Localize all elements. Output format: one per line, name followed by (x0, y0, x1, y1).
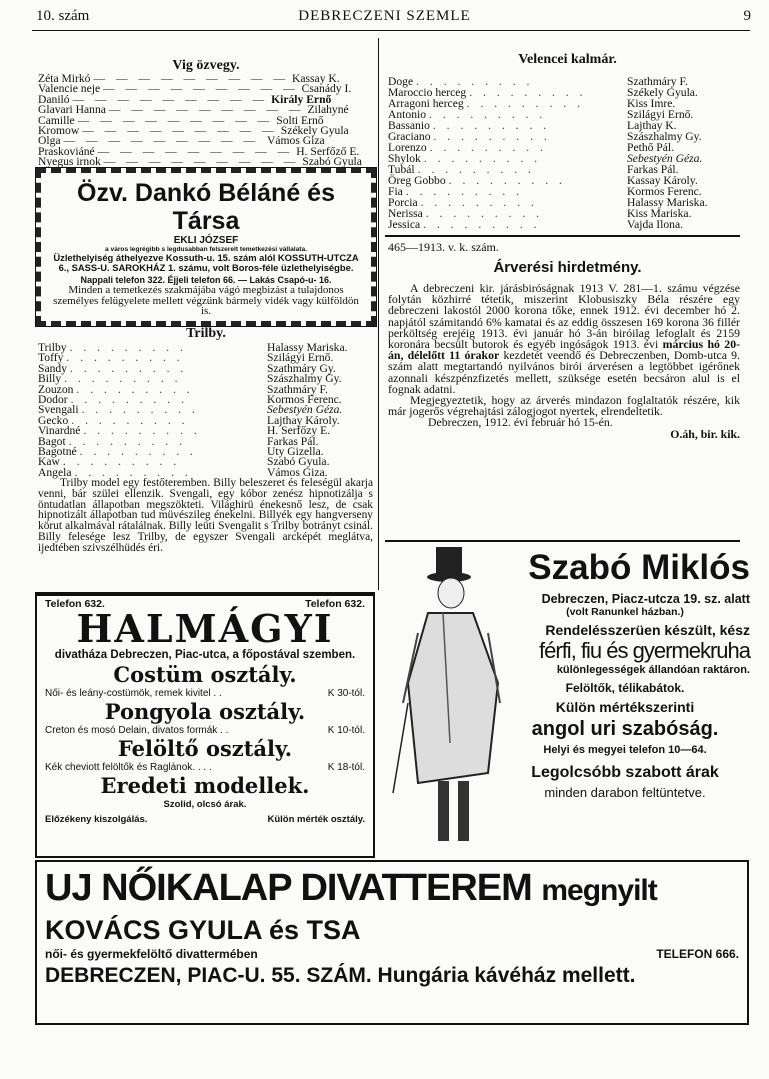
actor-name: H. Serfőző E. (296, 144, 360, 158)
auction-date-time: március hó 20-án, délelőtt 11 órakor (388, 337, 741, 363)
actor-name: Szabó Gyula. (267, 455, 330, 469)
leader-dots: . . . . . . . . . (79, 445, 197, 459)
actor-name: Vajda Ilona. (627, 218, 684, 231)
halmagyi-prices: Szolid, olcsó árak. (163, 799, 247, 810)
trilby-synopsis: Trilby model egy festőteremben. Billy beleszeret és feleségül akarja venni, bár szülei ellenzik. Svengali, egy kóbor zenész hipnotizálja s öntudatlan állapotban megszökteti. Világhirü énekesnő lesz, de csak hipnotizált állapotban tud müvészileg énekelni. Billyék egy hangverseny körut alkalmával rátalálnak. Billy leüti Svengalit s Trilby botrányt csinál. Billy felesége lesz Trilby, de egyszer Svengali arcképét meglátva, ijedtében szivszélhüdés éri. (38, 477, 373, 554)
kovacs-name: KOVÁCS GYULA és TSA (45, 915, 361, 945)
szabo-line2: férfi, fiu és gyermekruha (539, 638, 750, 663)
halmagyi-address: divatháza Debreczen, Piac-utca, a főpostával szemben. (54, 649, 356, 661)
vig-ozvegy-cast (38, 74, 373, 168)
role-name: Vinardné (38, 424, 81, 438)
role-name: Trilby (38, 341, 67, 354)
halmagyi-name: HALMÁGYI (76, 606, 334, 651)
vig-ozvegy-title: Vig özvegy. (172, 58, 240, 73)
leader-dots: . . . . . . . . . (64, 372, 182, 386)
actor-name: Sebestyén Géza. (267, 403, 343, 417)
leader-dots: . . . . . . . . . (416, 75, 534, 88)
leader-dots: — — — — — — — — — (103, 82, 299, 96)
actor-name: Kassay Károly. (627, 174, 698, 187)
leader-dots: . . . . . . . . . (423, 152, 542, 165)
actor-name: Kiss Imre. (627, 97, 676, 110)
danko-tagline: a város legrégibb s legdusabban felszerelt temetkezési vállalata. (105, 246, 307, 253)
szabo-line3: különlegességek állandóan raktáron. (556, 664, 750, 676)
halmagyi-section (45, 736, 365, 773)
role-name: Bagot (38, 434, 66, 448)
leader-dots: . . . . . . . . . (66, 351, 184, 365)
section-title: Pongyola osztály. (104, 699, 306, 724)
actor-name: Uty Gizella. (267, 445, 324, 459)
role-name: Nyegus irnok (38, 155, 101, 169)
role-name: Öreg Gobbo (388, 174, 446, 187)
danko-address: Üzlethelyiség áthelyezve Kossuth-u. 15. szám alól KOSSUTH-UTCZA 6., SASS-U. SAROKHÁZ 1. számu, volt Boros-féle üzlethelyiségbe. (53, 252, 359, 273)
szabo-ad (500, 548, 750, 800)
actor-name: Farkas Pál. (627, 163, 679, 176)
halmagyi-section (45, 662, 365, 699)
actor-name: Kormos Ferenc. (267, 393, 342, 407)
actor-name: Pethő Pál. (627, 141, 675, 154)
role-name: Porcia (388, 196, 418, 209)
szabo-line4: Felöltők, télikabátok. (565, 681, 685, 695)
actor-name: Zilahyné (307, 103, 349, 117)
section-price: K 30-tól. (327, 688, 365, 699)
actor-name: Szászhalmy Gy. (627, 130, 702, 143)
danko-ad (36, 168, 376, 326)
section-price: K 10-tól. (327, 725, 365, 736)
auction-body (388, 283, 740, 440)
role-name: Billy (38, 372, 62, 386)
auction-p2: Megjegyeztetik, hogy az árverés mindazon foglaltatók részére, kik már jogerős végrehajtási zálogjogot nyertek, elrendeltetik. (388, 393, 740, 419)
role-name: Olga (38, 134, 61, 148)
leader-dots: — — — — — — — — — (97, 144, 294, 158)
szabo-line6: angol uri szabóság. (531, 718, 719, 740)
actor-name: Kiss Mariska. (627, 207, 692, 220)
auction-p1a: A debreczeni kir. járásbiróságnak 1913 V. 281—1. számu végzése folytán közhirré tétetik, miszerint Klobusiszky Béla részére egy debreczeni lakostól 2000 korona tőke, ennek 1912. évi december hó 2. napjától számitandó 6% kamatai és az eddig összesen 169 korona 36 fillér perköltség erejéig 1913. évi január hó 3-án biróilag lefoglalt és 2159 koronára becsült butorok és egyéb ingóságok 1913. évi (388, 281, 740, 352)
leader-dots: . . . . . . . . . (420, 196, 538, 209)
section-title: Costüm osztály. (113, 662, 297, 687)
page-number: 9 (743, 8, 751, 24)
leader-dots: — — — — — — — — — (82, 124, 278, 138)
velencei-cast (388, 76, 733, 230)
actor-name: Vámos Giza (267, 134, 325, 148)
role-name: Shylok (388, 152, 421, 165)
auction-date: Debreczen, 1912. évi február hó 15-én. (428, 415, 613, 430)
leader-dots: . . . . . . . . . (448, 174, 566, 187)
leader-dots: . . . . . . . . . (74, 465, 192, 479)
role-name: Lorenzo (388, 141, 427, 154)
section-title: Felöltő osztály. (117, 736, 293, 761)
role-name: Bassanio (388, 119, 430, 132)
section-rule (385, 235, 740, 237)
role-name: Praskoviáné (38, 144, 95, 158)
auction-signature: O.áh, bir. kik. (670, 426, 740, 441)
actor-name: H. Serfőzy E. (267, 424, 331, 438)
section-item: Kék cheviott felöltők és Raglánok. . . . (45, 762, 212, 773)
auction-reference: 465—1913. v. k. szám. (388, 240, 499, 254)
leader-dots: . . . . . . . . . (62, 455, 181, 469)
role-name: Svengali (38, 403, 79, 417)
leader-dots: . . . . . . . . . (70, 393, 188, 407)
role-name: Antonio (388, 108, 427, 121)
leader-dots: — — — — — — — — — (103, 155, 300, 169)
actor-name: Sebestyén Géza. (627, 152, 703, 165)
danko-name: Özv. Dankó Béláné és Társa (77, 179, 335, 235)
role-name: Kromow (38, 124, 80, 138)
actor-name: Csanády I. (301, 82, 352, 96)
szabo-line5: Külön mértékszerinti (555, 699, 695, 715)
actor-name: Székely Gyula (280, 124, 349, 138)
role-name: Zouzon (38, 382, 74, 396)
leader-dots: . . . . . . . . . (69, 361, 188, 375)
halmagyi-custom: Külön mérték osztály. (267, 814, 365, 825)
role-name: Fia (388, 185, 403, 198)
leader-dots: . . . . . . . . . (71, 413, 189, 427)
cast-row (388, 219, 733, 230)
actor-name: Halassy Mariska. (627, 196, 708, 209)
actor-name: Szathmáry F. (627, 75, 688, 88)
role-name: Sandy (38, 361, 67, 375)
leader-dots: . . . . . . . . . (429, 108, 547, 121)
szabo-former: (volt Ranunkel házban.) (566, 606, 684, 618)
header-rule (32, 30, 750, 31)
role-name: Tubál (388, 163, 415, 176)
role-name: Angela (38, 465, 72, 479)
actor-name: Lajthay K. (627, 119, 677, 132)
actor-name: Szászhalmy Gy. (267, 372, 342, 386)
role-name: Valencie neje (38, 82, 101, 96)
leader-dots: . . . . . . . . . (469, 86, 587, 99)
leader-dots: . . . . . . . . . (81, 403, 199, 417)
szabo-line8: minden darabon feltüntetve. (544, 785, 706, 800)
actor-name: Szathmáry Gy. (267, 361, 336, 375)
danko-phones: Nappali telefon 322. Éjjeli telefon 66. — Lakás Csapó-u- 16. (80, 275, 332, 285)
szabo-name: Szabó Miklós (528, 548, 750, 587)
trilby-title: Trilby. (186, 326, 226, 341)
actor-name: Király Ernő (271, 92, 332, 106)
leader-dots: . . . . . . . . . (425, 207, 544, 220)
leader-dots: — — — — — — — — — (77, 113, 274, 127)
leader-dots: . . . . . . . . . (433, 130, 551, 143)
leader-dots: . . . . . . . . . (432, 119, 551, 132)
leader-dots: . . . . . . . . . (69, 341, 187, 354)
actor-name: Kormos Ferenc. (627, 185, 702, 198)
leader-dots: . . . . . . . . . (83, 424, 201, 438)
actor-name: Szabó Gyula (302, 155, 362, 169)
role-name: Daniló (38, 92, 70, 106)
role-name: Camille (38, 113, 75, 127)
halmagyi-models: Eredeti modellek. (100, 773, 310, 798)
role-name: Toffy (38, 351, 64, 365)
leader-dots: — — — — — — — — — (93, 72, 290, 85)
actor-name: Lajthay Károly. (267, 413, 340, 427)
actor-name: Szathmáry F. (267, 382, 328, 396)
kovacs-address: DEBRECZEN, PIAC-U. 55. SZÁM. Hungária kávéház mellett. (45, 964, 636, 987)
auction-title: Árverési hirdetmény. (493, 259, 642, 276)
szabo-line1: Rendelésszerüen készült, kész (545, 622, 750, 638)
kovacs-headline: UJ NŐIKALAP DIVATTEREM (45, 867, 532, 909)
halmagyi-phone-left: Telefon 632. (45, 598, 105, 610)
leader-dots: . . . . . . . . . (429, 141, 547, 154)
gentleman-illustration (388, 543, 510, 855)
halmagyi-section (45, 699, 365, 736)
leader-dots: . . . . . . . . . (466, 97, 584, 110)
halmagyi-phone-right: Telefon 632. (305, 598, 365, 610)
kovacs-ad (35, 860, 749, 1025)
szabo-address: Debreczen, Piacz-utcza 19. sz. alatt (541, 592, 750, 606)
actor-name: Farkas Pál. (267, 434, 319, 448)
actor-name: Kassay K. (292, 72, 340, 85)
actor-name: Vámos Giza. (267, 465, 328, 479)
section-item: Creton és mosó Delain, divatos formák . . (45, 725, 229, 736)
publication-title: DEBRECZENI SZEMLE (298, 8, 471, 24)
role-name: Doge (388, 75, 414, 88)
section-rule (385, 540, 740, 542)
actor-name: Solti Ernő (276, 113, 324, 127)
role-name: Nerissa (388, 207, 423, 220)
section-price: K 18-tól. (327, 762, 365, 773)
role-name: Gecko (38, 413, 69, 427)
velencei-title: Velencei kalmár. (518, 52, 617, 67)
actor-name: Szilágyi Ernő. (267, 351, 334, 365)
leader-dots: — — — — — — — — — (63, 134, 260, 148)
szabo-phone: Helyi és megyei telefon 10—64. (543, 744, 707, 756)
role-name: Kaw (38, 455, 60, 469)
column-divider (378, 38, 379, 590)
actor-name: Székely Gyula. (627, 86, 698, 99)
leader-dots: . . . . . . . . . (405, 185, 524, 198)
leader-dots: . . . . . . . . . (417, 163, 535, 176)
role-name: Maroccio herceg (388, 86, 467, 99)
issue-number: 10. szám (36, 8, 90, 24)
leader-dots: . . . . . . . . . (68, 434, 186, 448)
danko-owner: EKLI JÓZSEF (173, 235, 239, 246)
cast-row (38, 157, 373, 167)
role-name: Jessica (388, 218, 421, 231)
leader-dots: — — — — — — — — — (72, 92, 269, 106)
kovacs-phone: TELEFON 666. (656, 947, 739, 961)
role-name: Dodor (38, 393, 68, 407)
role-name: Graciano (388, 130, 431, 143)
trilby-cast (38, 343, 373, 478)
leader-dots: . . . . . . . . . (423, 218, 541, 231)
role-name: Bagotné (38, 445, 77, 459)
role-name: Glavari Hanna (38, 103, 106, 117)
actor-name: Halassy Mariska. (267, 341, 348, 354)
kovacs-subtitle: női- és gyermekfelöltő divattermében (45, 947, 258, 961)
szabo-line7: Legolcsóbb szabott árak (531, 764, 719, 781)
section-item: Női- és leány-costümök, remek kivitel . . (45, 688, 222, 699)
leader-dots: — — — — — — — — — (108, 103, 305, 117)
halmagyi-service: Előzékeny kiszolgálás. (45, 814, 148, 825)
role-name: Arragoni herceg (388, 97, 464, 110)
leader-dots: . . . . . . . . . (76, 382, 194, 396)
danko-note: Minden a temetkezés szakmájába vágó megbizást a tulajdonos személyes felügyelete mellett végzünk bármely vidék vagy külföldön is. (53, 284, 359, 317)
halmagyi-ad (35, 592, 375, 858)
kovacs-opened: megnyilt (541, 874, 657, 907)
auction-p1c: kezdetét veendő és Debreczenben, Domb-utca 9. szám alatt megtartandó nyilvános birói árverésen a legtöbbet igérőnek azonnali készpénzfizetés mellett, szüksége esetén becsáron alul is el fognak adatni. (388, 348, 741, 396)
actor-name: Szilágyi Ernő. (627, 108, 694, 121)
role-name: Zéta Mirkó (38, 72, 91, 85)
